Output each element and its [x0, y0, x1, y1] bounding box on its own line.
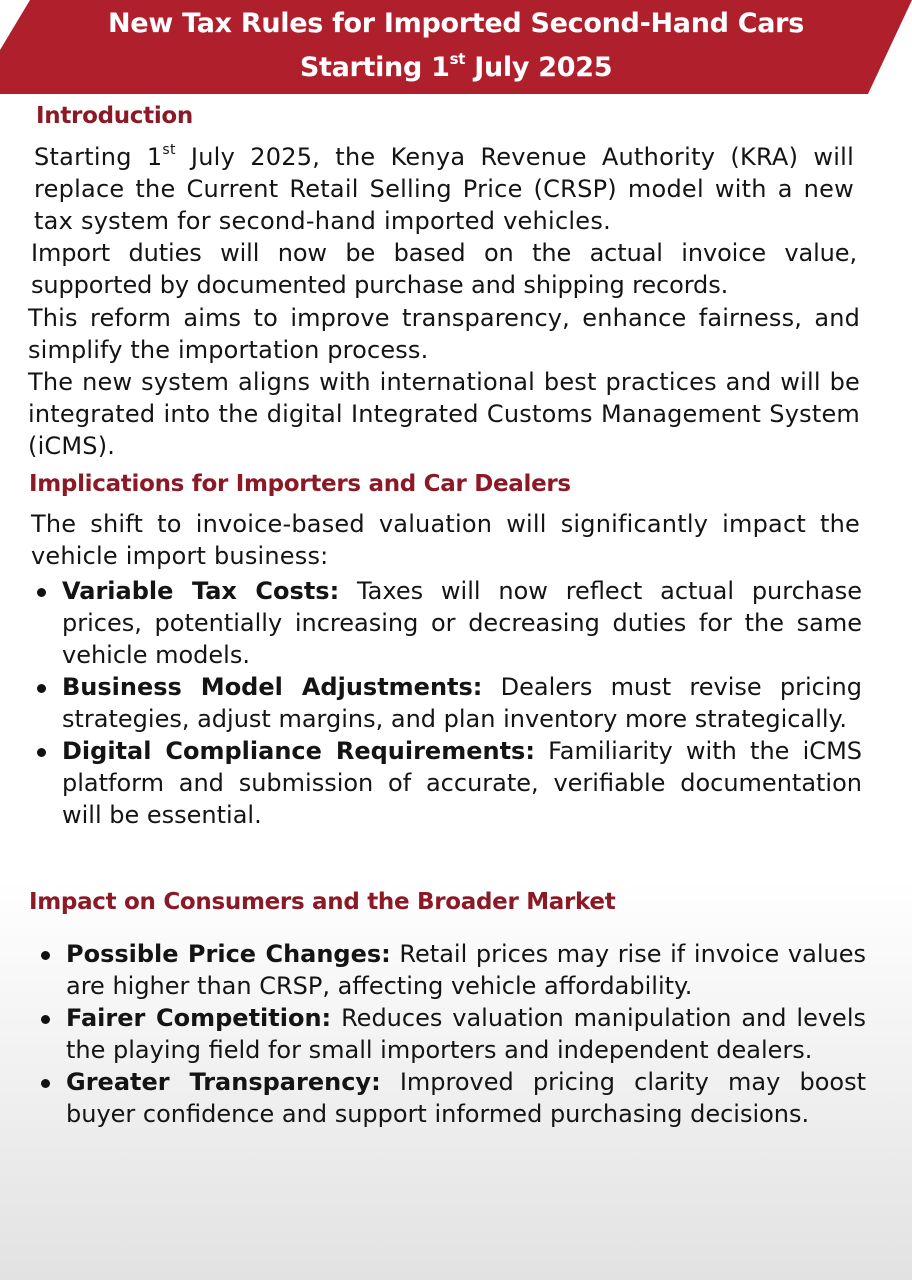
list-item: Possible Price Changes: Retail prices may rise if invoice values are higher than CRSP, affecting vehicle affordability. — [66, 938, 866, 1002]
implications-heading: Implications for Importers and Car Dealers — [29, 471, 571, 497]
list-item: Business Model Adjustments: Dealers must revise pricing strategies, adjust margins, and plan inventory more strategically. — [62, 671, 862, 735]
bullet-icon — [41, 951, 50, 960]
intro-paragraph-2: Import duties will now be based on the actual invoice value, supported by documented purchase and shipping records. — [31, 239, 857, 299]
bullet-icon — [37, 748, 46, 757]
list-item: Digital Compliance Requirements: Familiarity with the iCMS platform and submission of accurate, verifiable documentation will be essential. — [62, 735, 862, 831]
intro-paragraph-3: This reform aims to improve transparency, enhance fairness, and simplify the importation process. — [28, 304, 860, 364]
bullet-icon — [37, 684, 46, 693]
title-line-2: Starting 1st July 2025 — [299, 50, 613, 83]
list-item: Fairer Competition: Reduces valuation manipulation and levels the playing field for small importers and independent dealers. — [66, 1002, 866, 1066]
introduction-heading: Introduction — [36, 103, 193, 129]
page-title — [0, 2, 912, 90]
list-item: Variable Tax Costs: Taxes will now reflect actual purchase prices, potentially increasing or decreasing duties for the same vehicle models. — [62, 575, 862, 671]
impact-list — [66, 938, 866, 1130]
bullet-icon — [41, 1079, 50, 1088]
title-line-1: New Tax Rules for Imported Second-Hand Cars — [108, 8, 804, 39]
implications-list — [62, 575, 862, 831]
bullet-icon — [41, 1015, 50, 1024]
title-banner — [0, 0, 912, 94]
implications-intro: The shift to invoice-based valuation will significantly impact the vehicle import business: — [31, 510, 860, 570]
impact-heading: Impact on Consumers and the Broader Market — [29, 889, 616, 915]
list-item: Greater Transparency: Improved pricing clarity may boost buyer confidence and support informed purchasing decisions. — [66, 1066, 866, 1130]
bullet-icon — [37, 588, 46, 597]
intro-paragraph-4: The new system aligns with international best practices and will be integrated into the digital Integrated Customs Management System (iCMS). — [28, 368, 860, 460]
intro-paragraph-1: Starting 1st July 2025, the Kenya Revenue Authority (KRA) will replace the Current Retail Selling Price (CRSP) model with a new tax system for second-hand imported vehicles. — [34, 142, 854, 235]
